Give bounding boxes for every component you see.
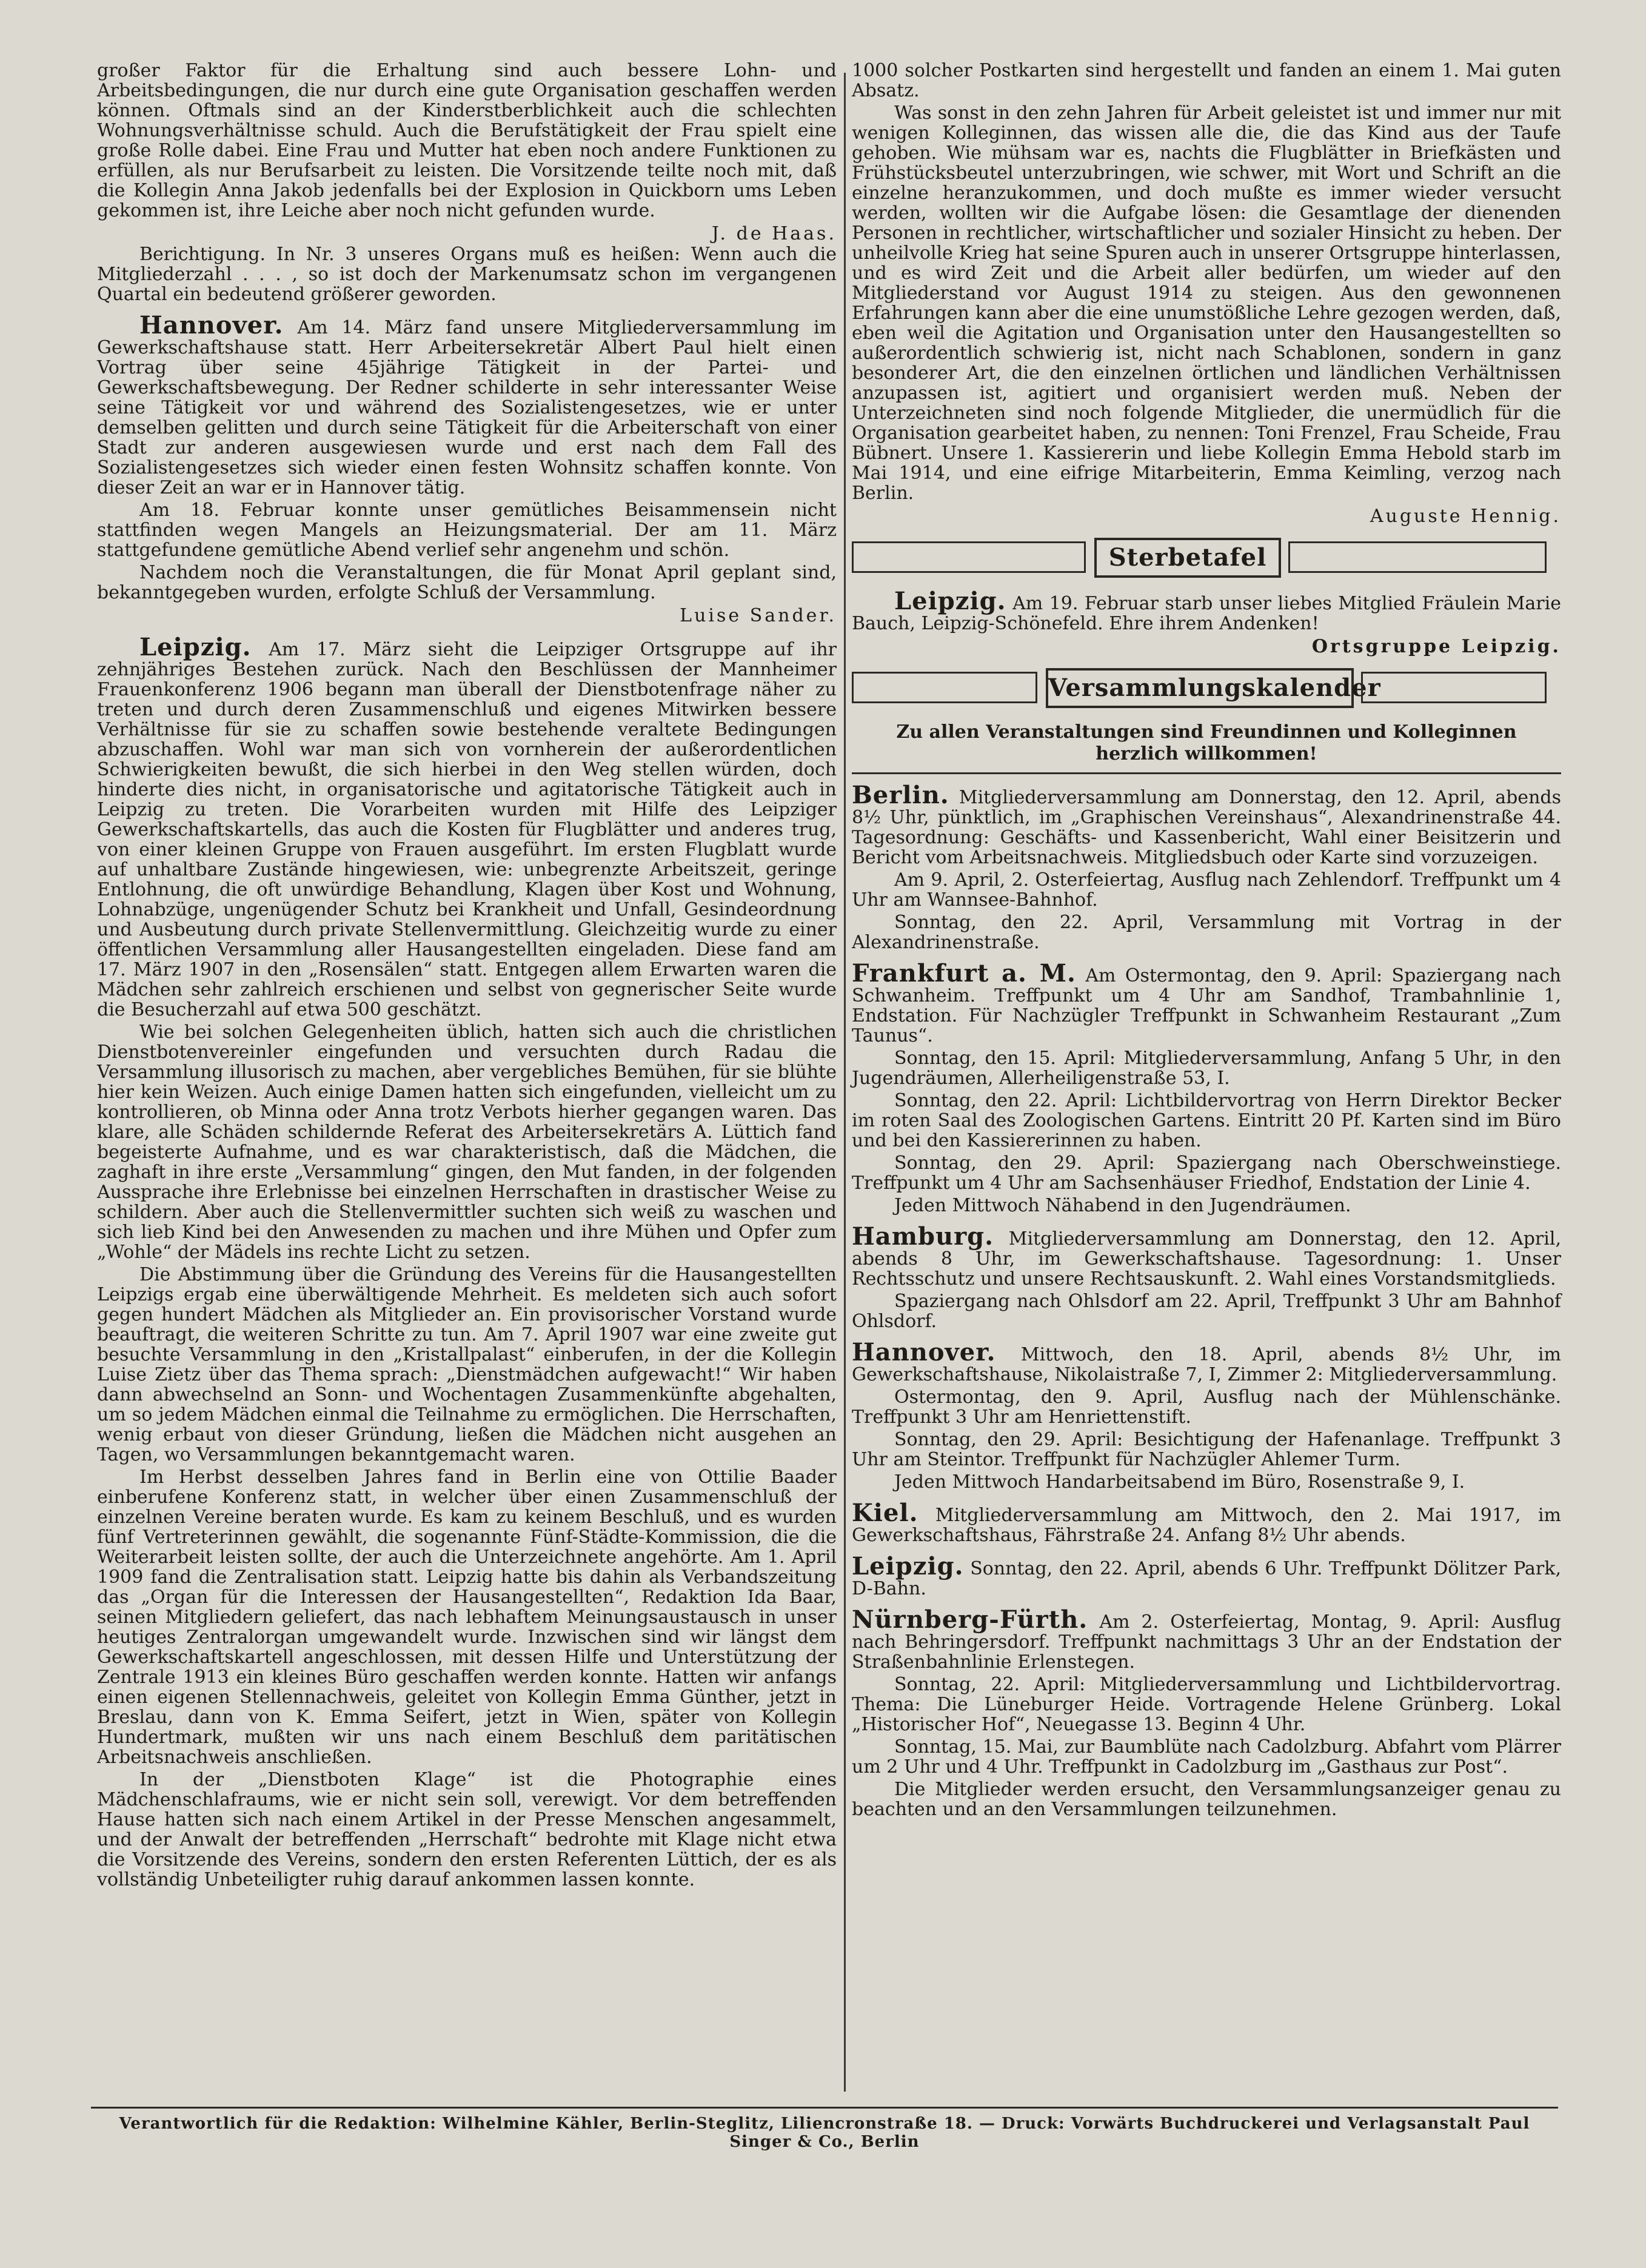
leipzig-cont-paragraph-2: Was sonst in den zehn Jahren für Arbeit geleistet ist und immer nur mit wenigen Kolleginnen, das wissen alle die, die das Kind aus der Taufe gehoben. Wie mühsam war es, nachts die Flugblätter in Briefkästen und Frühstücksbeutel unterzubringen, wie schwer, mit Wort und Schrift an die einzelne heranzukommen, und doch mußte es immer wieder versucht werden, wollten wir die Aufgabe lösen: die Gesamtlage der dienenden Personen in rechtlicher, wirtschaftlicher und sozialer Hinsicht zu heben. Der unheilvolle Krieg hat seine Spuren auch in unserer Ortsgruppe hinterlassen, und es wird Zeit und die Arbeit aller bedürfen, um wieder auf den Mitgliederstand vor August 1914 zu steigen. Aus den gewonnenen Erfahrungen kann aber die eine unumstößliche Lehre gezogen werden, daß, eben weil die Agitation und Organisation unter den Hausangestellten so außerordentlich schwierig ist, nicht nach Schablonen, sondern in ganz besonderer Art, die den einzelnen örtlichen und ländlichen Verhältnissen anzupassen ist, agitiert und organisiert werden muß. Neben der Unterzeichneten sind noch folgende Mitglieder, die unermüdlich für die Organisation gearbeitet haben, zu nennen: Toni Frenzel, Frau Scheide, Frau Bübnert. Unsere 1. Kassiererin und liebe Kollegin Emma Hebold starb im Mai 1914, und eine eifrige Mitarbeiterin, Emma Keimling, verzog nach Berlin. [852, 102, 1561, 504]
banner-frame-right [1288, 541, 1547, 573]
hannover-heading: Hannover. [139, 311, 284, 340]
leipzig-cont-paragraph-1: 1000 solcher Postkarten sind hergestellt und fanden an einem 1. Mai guten Absatz. [852, 60, 1561, 101]
kalender-entry [852, 959, 1561, 1216]
leipzig-paragraph-1 [97, 633, 837, 1020]
kalender-entry-paragraph: Sonntag, den 15. April: Mitgliederversammlung, Anfang 5 Uhr, in den Jugendräumen, Allerheiligenstraße 53, I. [852, 1048, 1561, 1089]
hannover-paragraph-1 [97, 311, 837, 498]
kalender-entry-heading: Nürnberg-Fürth. [852, 1605, 1088, 1634]
kalender-entry-heading: Hamburg. [852, 1222, 994, 1251]
column-divider [844, 73, 846, 2092]
banner-frame-left [852, 541, 1086, 573]
sterbetafel-banner [852, 538, 1561, 578]
kalender-entry-paragraph [852, 1222, 1561, 1290]
kalender-entry-heading: Berlin. [852, 781, 949, 809]
kalender-entry-paragraph: Jeden Mittwoch Nähabend in den Jugendräumen. [894, 1195, 1351, 1216]
kalender-entry-paragraph: Sonntag, den 22. April, Versammlung mit Vortrag in der Alexandrinenstraße. [852, 912, 1561, 953]
intro-signature: J. de Haas. [711, 223, 837, 244]
kalender-entry-paragraph: Am 9. April, 2. Osterfeiertag, Ausflug nach Zehlendorf. Treffpunkt um 4 Uhr am Wannsee-Bahnhof. [852, 869, 1561, 911]
kalender-entry [852, 1552, 1561, 1599]
sterbetafel-text: Am 19. Februar starb unser liebes Mitglied Fräulein Marie Bauch, Leipzig-Schönefeld. Ehre ihrem Andenken! [852, 593, 1561, 634]
kalender-entry-heading: Frankfurt a. M. [852, 959, 1076, 988]
leipzig-heading: Leipzig. [139, 633, 252, 661]
hannover-article [97, 311, 837, 626]
right-column [852, 61, 1561, 1830]
kalender-entry [852, 1338, 1561, 1493]
sterbetafel-entry [852, 587, 1561, 657]
banner-frame-right [1361, 672, 1547, 703]
berichtigung-paragraph: Berichtigung. In Nr. 3 unseres Organs muß es heißen: Wenn auch die Mitgliederzahl . . . , so ist doch der Markenumsatz schon im vergangenen Quartal ein bedeutend größerer geworden. [97, 244, 837, 305]
kalender-entry-paragraph [852, 959, 1561, 1046]
hannover-paragraph-3: Nachdem noch die Veranstaltungen, die für Monat April geplant sind, bekanntgegeben wurden, erfolgte Schluß der Versammlung. [97, 562, 837, 603]
sterbetafel-title: Sterbetafel [1094, 538, 1281, 578]
kalender-banner [852, 668, 1561, 708]
kalender-entry-paragraph [852, 1338, 1561, 1385]
kalender-entry [852, 1499, 1561, 1546]
kalender-entry-paragraph: Sonntag, den 29. April: Besichtigung der Hafenanlage. Treffpunkt 3 Uhr am Steintor. Treffpunkt für Nachzügler Ahlemer Turm. [852, 1429, 1561, 1470]
kalender-entry-text: Mittwoch, den 18. April, abends 8½ Uhr, im Gewerkschaftshause, Nikolaistraße 7, I, Zimmer 2: Mitgliederversammlung. [852, 1344, 1561, 1385]
leipzig-cont-signature: Auguste Hennig. [1370, 506, 1561, 527]
sterbetafel-signature: Ortsgruppe Leipzig. [1311, 636, 1561, 657]
leipzig-paragraph-4: Im Herbst desselben Jahres fand in Berlin eine von Ottilie Baader einberufene Konferenz statt, in welcher über einen Zusammenschluß der einzelnen Vereine beraten wurde. Es kam zu keinem Beschluß, und es wurden fünf Vertreterinnen gewählt, die sogenannte Fünf-Städte-Kommission, die die Weiterarbeit leisten sollte, der auch die Unterzeichnete angehörte. Am 1. April 1909 fand die Zentralisation statt. Leipzig hatte bis dahin als Verbandszeitung das „Organ für die Interessen der Hausangestellten“, Redaktion Ida Baar, seinen Mitgliedern geliefert, das nach lebhaftem Meinungsaustausch in unser heutiges Zentralorgan umgewandelt wurde. Inzwischen sind wir längst dem Gewerkschaftskartell angeschlossen, mit dessen Hilfe und Unterstützung der Zentrale 1913 ein kleines Büro geschaffen werden konnte. Hatten wir anfangs einen eigenen Stellennachweis, geleitet von Kollegin Emma Günther, jetzt in Breslau, dann von K. Emma Seifert, jetzt in Wien, später von Kollegin Hundertmark, mußten wir uns nach einem Beschluß dem paritätischen Arbeitsnachweis anschließen. [97, 1467, 837, 1768]
kalender-entry-text: Mitgliederversammlung am Mittwoch, den 2. Mai 1917, im Gewerkschaftshaus, Fährstraße 24. Anfang 8½ Uhr abends. [852, 1505, 1561, 1546]
leipzig-paragraph-3: Die Abstimmung über die Gründung des Vereins für die Hausangestellten Leipzigs ergab eine überwältigende Mehrheit. Es meldeten sich auch sofort gegen hundert Mädchen als Mitglieder an. Ein provisorischer Vorstand wurde beauftragt, die weiteren Schritte zu tun. Am 7. April 1907 war eine zweite gut besuchte Versammlung in den „Kristallpalast“ einberufen, in der die Kollegin Luise Zietz über das Thema sprach: „Dienstmädchen aufgewacht!“ Wir haben dann abwechselnd an Sonn- und Wochentagen Zusammenkünfte abgehalten, um so jedem Mädchen einmal die Teilnahme zu ermöglichen. Die Herrschaften, wenig erbaut von dieser Gründung, ließen die Mädchen nicht ausgehen an Tagen, wo Versammlungen bekanntgemacht waren. [97, 1264, 837, 1465]
leipzig-continuation [852, 61, 1561, 527]
intro-paragraph: großer Faktor für die Erhaltung sind auch bessere Lohn- und Arbeitsbedingungen, die nur durch eine gute Organisation geschaffen werden können. Oftmals sind an der Kinderstberblichkeit auch die schlechten Wohnungsverhältnisse schuld. Auch die Berufstätigkeit der Frau spielt eine große Rolle dabei. Eine Frau und Mutter hat eben noch andere Funktionen zu erfüllen, als nur Berufsarbeit zu leisten. Die Vorsitzende teilte noch mit, daß die Kollegin Anna Jakob jedenfalls bei der Explosion in Quickborn ums Leben gekommen ist, ihre Leiche aber noch nicht gefunden wurde. [97, 60, 837, 221]
kalender-entry-paragraph: Spaziergang nach Ohlsdorf am 22. April, Treffpunkt 3 Uhr am Bahnhof Ohlsdorf. [852, 1291, 1561, 1332]
kalender-entry-text: Mitgliederversammlung am Donnerstag, den 12. April, abends 8 Uhr, im Gewerkschaftshause. Tagesordnung: 1. Unser Rechtsschutz und unsere Rechtsauskunft. 2. Wahl eines Vorstandsmitglieds. [852, 1228, 1561, 1290]
sterbetafel-heading: Leipzig. [894, 587, 1006, 615]
kalender-entry-paragraph: Ostermontag, den 9. April, Ausflug nach der Mühlenschänke. Treffpunkt 3 Uhr am Henriettenstift. [852, 1387, 1561, 1428]
hannover-signature: Luise Sander. [680, 605, 837, 626]
kalender-entry-paragraph: Sonntag, 15. Mai, zur Baumblüte nach Cadolzburg. Abfahrt vom Plärrer um 2 Uhr und 4 Uhr. Treffpunkt in Cadolzburg im „Gasthaus zur Post“. [852, 1736, 1561, 1778]
left-column [97, 61, 837, 1901]
hannover-paragraph-2: Am 18. Februar konnte unser gemütliches Beisammensein nicht stattfinden wegen Mangels an Heizungsmaterial. Der am 11. März stattgefundene gemütliche Abend verlief sehr angenehm und schön. [97, 500, 837, 561]
kalender-entry [852, 1605, 1561, 1820]
kalender-entry-heading: Kiel. [852, 1499, 918, 1527]
kalender-entry-paragraph: Sonntag, den 29. April: Spaziergang nach Oberschweinstiege. Treffpunkt um 4 Uhr am Sachsenhäuser Friedhof, Endstation der Linie 4. [852, 1152, 1561, 1194]
leipzig-paragraph-2: Wie bei solchen Gelegenheiten üblich, hatten sich auch die christlichen Dienstbotenvereinler eingefunden und versuchten durch Radau die Versammlung illusorisch zu machen, aber vergebliches Bemühen, für sie blühte hier kein Weizen. Auch einige Damen hatten sich eingefunden, vielleicht um zu kontrollieren, ob Minna oder Anna trotz Verbots hierher gegangen waren. Das klare, alle Schäden schildernde Referat des Arbeitersekretärs A. Lüttich fand begeisterte Aufnahme, und es war charakteristisch, daß die Mädchen, die zaghaft in ihre erste „Versammlung“ gingen, den Mut fanden, in der folgenden Aussprache ihre Erlebnisse bei einzelnen Herrschaften in drastischer Weise zu schildern. Aber auch die Stellenvermittler suchten sich weiß zu waschen und sich lieb Kind bei den Anwesenden zu machen und ihre Mühen und Opfer zum „Wohle“ der Mädels ins rechte Licht zu setzen. [97, 1022, 837, 1263]
leipzig-text-1: Am 17. März sieht die Leipziger Ortsgruppe auf ihr zehnjähriges Bestehen zurück. Nach den Beschlüssen der Mannheimer Frauenkonferenz 1906 begann man überall der Dienstbotenfrage näher zu treten und durch deren Zusammenschluß und eigenes Mitwirken bessere Verhältnisse für sie zu schaffen sowie bestehende veraltete Bedingungen abzuschaffen. Wohl war man sich von vornherein der außerordentlichen Schwierigkeiten bewußt, die sich hierbei in den Weg stellen würden, doch hinderte dies nicht, in organisatorische und agitatorische Tätigkeit auch in Leipzig zu treten. Die Vorarbeiten wurden mit Hilfe des Leipziger Gewerkschaftskartells, das auch die Kosten für Flugblätter und anderes trug, von einer kleinen Gruppe von Frauen ausgeführt. Im ersten Flugblatt wurde auf unhaltbare Zustände hingewiesen, wie: unbegrenzte Arbeitszeit, geringe Entlohnung, die oft unwürdige Behandlung, Klagen über Kost und Wohnung, Lohnabzüge, ungenügender Schutz bei Krankheit und Unfall, Gesindeordnung und Ausbeutung durch private Stellenvermittlung. Gleichzeitig wurde zu einer öffentlichen Versammlung aller Hausangestellten eingeladen. Diese fand am 17. März 1907 in den „Rosensälen“ statt. Entgegen allem Erwarten waren die Mädchen sehr zahlreich erschienen und selbst von gegnerischer Seite wurde die Besucherzahl auf etwa 500 geschätzt. [97, 639, 837, 1020]
kalender-entry-paragraph: Sonntag, 22. April: Mitgliederversammlung und Lichtbildervortrag. Thema: Die Lüneburger Heide. Vortragende Helene Grünberg. Lokal „Historischer Hof“, Neuegasse 13. Beginn 4 Uhr. [852, 1674, 1561, 1735]
kalender-title: Versammlungskalender [1046, 668, 1354, 708]
sterbetafel-paragraph [852, 587, 1561, 634]
kalender-entry-text: Sonntag, den 22. April, abends 6 Uhr. Treffpunkt Dölitzer Park, D-Bahn. [852, 1558, 1561, 1599]
hannover-text-1: Am 14. März fand unsere Mitgliederversammlung im Gewerkschaftshause statt. Herr Arbeitersekretär Albert Paul hielt einen Vortrag über seine 45jährige Tätigkeit in der Partei- und Gewerkschaftsbewegung. Der Redner schilderte in sehr interessanter Weise seine Tätigkeit vor und während des Sozialistengesetzes, wie er unter demselben gelitten und durch seine Tätigkeit für die Arbeiterschaft von einer Stadt zur anderen ausgewiesen wurde und erst nach dem Fall des Sozialistengesetzes sich wieder einen festen Wohnsitz schaffen konnte. Von dieser Zeit an war er in Hannover tätig. [97, 317, 837, 498]
kalender-entry-paragraph: Jeden Mittwoch Handarbeitsabend im Büro, Rosenstraße 9, I. [894, 1471, 1465, 1493]
kalender-entry-paragraph [852, 1499, 1561, 1546]
kalender-entry-paragraph [852, 781, 1561, 868]
kalender-entry-heading: Leipzig. [852, 1552, 964, 1581]
kalender-entry-heading: Hannover. [852, 1338, 996, 1366]
kalender-entries [852, 781, 1561, 1820]
leipzig-article [97, 633, 837, 1890]
banner-frame-left [852, 672, 1037, 703]
kalender-entry-paragraph [852, 1605, 1561, 1673]
kalender-entry-text: Am Ostermontag, den 9. April: Spaziergang nach Schwanheim. Treffpunkt um 4 Uhr am Sandhof, Trambahnlinie 1, Endstation. Für Nachzügler Treffpunkt in Schwanheim Restaurant „Zum Taunus“. [852, 965, 1561, 1046]
kalender-entry-text: Am 2. Osterfeiertag, Montag, 9. April: Ausflug nach Behringersdorf. Treffpunkt nachmittags 3 Uhr an der Endstation der Straßenbahnlinie Erlenstegen. [852, 1611, 1561, 1673]
imprint-footer: Verantwortlich für die Redaktion: Wilhelmine Kähler, Berlin-Steglitz, Liliencronstraße 18. — Druck: Vorwärts Buchdruckerei und Verlagsanstalt Paul Singer & Co., Berlin [91, 2107, 1558, 2151]
kalender-entry-paragraph: Sonntag, den 22. April: Lichtbildervortrag von Herrn Direktor Becker im roten Saal des Zoologischen Gartens. Eintritt 20 Pf. Karten sind im Büro und bei den Kassiererinnen zu haben. [852, 1090, 1561, 1151]
intro-article [97, 61, 837, 304]
kalender-entry [852, 1222, 1561, 1332]
kalender-entry-text: Mitgliederversammlung am Donnerstag, den 12. April, abends 8½ Uhr, pünktlich, im „Graphischen Vereinshaus“, Alexandrinenstraße 44. Tagesordnung: Geschäfts- und Kassenbericht, Wahl einer Beisitzerin und Bericht vom Arbeitsnachweis. Mitgliedsbuch oder Karte sind vorzuzeigen. [852, 787, 1561, 868]
kalender-entry-paragraph: Die Mitglieder werden ersucht, den Versammlungsanzeiger genau zu beachten und an den Versammlungen teilzunehmen. [852, 1779, 1561, 1820]
kalender-entry [852, 781, 1561, 953]
kalender-subtitle: Zu allen Veranstaltungen sind Freundinnen und Kolleginnen herzlich willkommen! [896, 721, 1517, 764]
kalender-rule [852, 772, 1561, 774]
kalender-entry-paragraph [852, 1552, 1561, 1599]
leipzig-paragraph-5: In der „Dienstboten Klage“ ist die Photographie eines Mädchenschlafraums, wie er nicht sein soll, verewigt. Vor dem betreffenden Hause hatten sich nach einem Artikel in der Presse Menschen angesammelt, und der Anwalt der betreffenden „Herrschaft“ bedrohte mit Klage nicht etwa die Vorsitzende des Vereins, sondern den ersten Referenten Lüttich, der es als vollständig Unbeteiligter ruhig darauf ankommen lassen konnte. [97, 1769, 837, 1890]
